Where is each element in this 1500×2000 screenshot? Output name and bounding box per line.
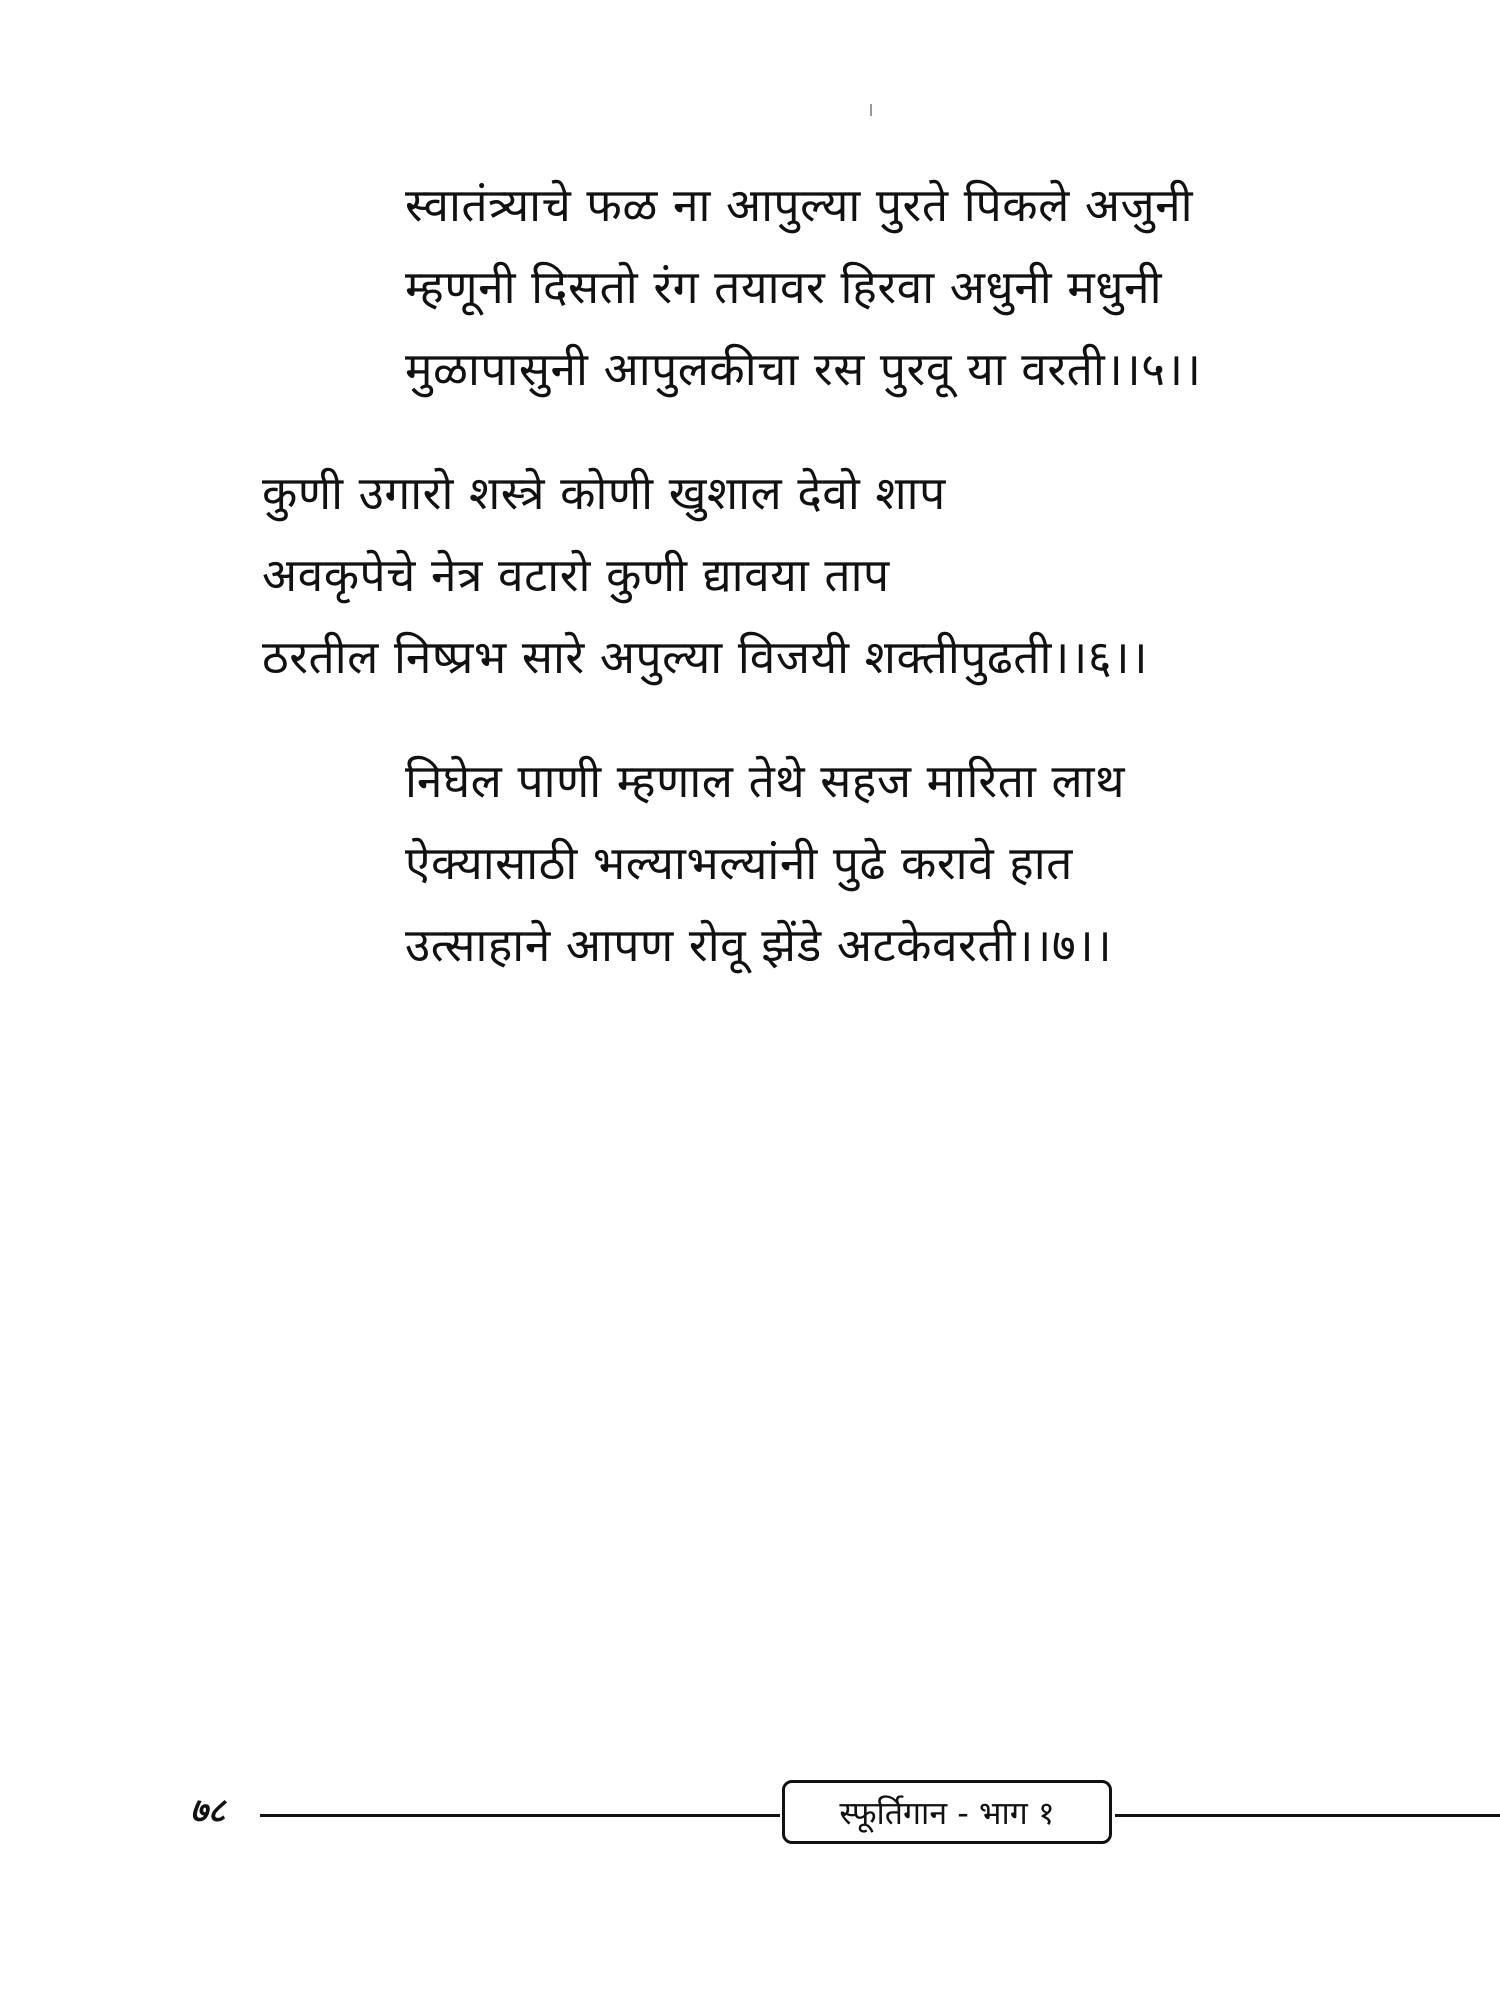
verse-line: म्हणूनी दिसतो रंग तयावर हिरवा अधुनी मधुनी bbox=[405, 260, 1163, 314]
scan-mark bbox=[870, 104, 872, 116]
verse-line: ऐक्यासाठी भल्याभल्यांनी पुढे करावे हात bbox=[405, 836, 1073, 890]
page-number: ७८ bbox=[190, 1791, 226, 1831]
stanza-5 bbox=[405, 164, 1201, 410]
verse-line: स्वातंत्र्याचे फळ ना आपुल्या पुरते पिकले अजुनी bbox=[405, 178, 1194, 232]
verse-line: मुळापासुनी आपुलकीचा रस पुरवू या वरती।।५।। bbox=[405, 342, 1202, 396]
verse-line: निघेल पाणी म्हणाल तेथे सहज मारिता लाथ bbox=[405, 754, 1125, 808]
book-title-box bbox=[782, 1780, 1112, 1844]
footer-rule-left bbox=[260, 1814, 780, 1817]
footer-rule-right bbox=[1115, 1814, 1500, 1817]
verse-line: अवकृपेचे नेत्र वटारो कुणी द्यावया ताप bbox=[262, 548, 890, 602]
page-footer bbox=[190, 1780, 1310, 1850]
verse-line: उत्साहाने आपण रोवू झेंडे अटकेवरती।।७।। bbox=[405, 918, 1113, 972]
stanza-6 bbox=[262, 452, 1148, 698]
book-title: स्फूर्तिगान - भाग १ bbox=[839, 1793, 1055, 1832]
stanza-7 bbox=[405, 740, 1125, 986]
verse-line: कुणी उगारो शस्त्रे कोणी खुशाल देवो शाप bbox=[262, 466, 946, 520]
verse-line: ठरतील निष्प्रभ सारे अपुल्या विजयी शक्तीपुढती।।६।। bbox=[262, 630, 1149, 684]
